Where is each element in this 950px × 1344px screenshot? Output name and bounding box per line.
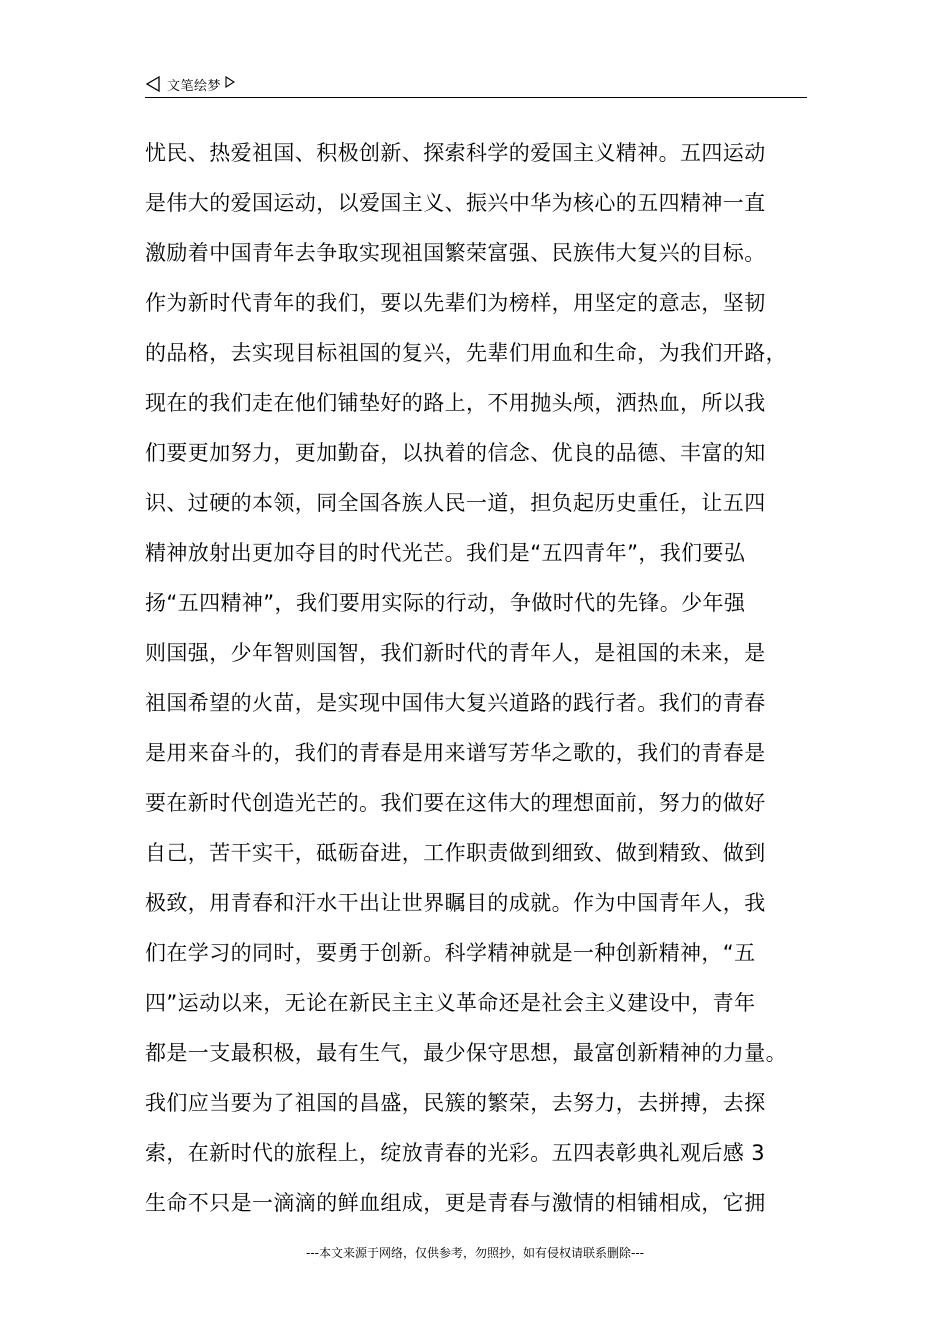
body-line: 精神放射出更加夺目的时代光芒。我们是“五四青年”，我们要弘 — [145, 541, 746, 565]
body-line: 是用来奋斗的，我们的青春是用来谱写芳华之歌的，我们的青春是 — [145, 741, 766, 765]
body-line: 现在的我们走在他们铺垫好的路上，不用抛头颅，洒热血，所以我 — [145, 391, 766, 415]
header-logo-text: 文笔绘梦 — [167, 78, 222, 94]
document-body — [145, 128, 810, 1228]
body-line: 祖国希望的火苗，是实现中国伟大复兴道路的践行者。我们的青春 — [145, 691, 766, 715]
body-line: 扬“五四精神”，我们要用实际的行动，争做时代的先锋。少年强 — [145, 591, 746, 615]
body-line: 极致，用青春和汗水干出让世界瞩目的成就。作为中国青年人，我 — [145, 891, 766, 915]
body-line: 识、过硬的本领，同全国各族人民一道，担负起历史重任，让五四 — [145, 491, 766, 515]
body-line: 都是一支最积极，最有生气，最少保守思想，最富创新精神的力量。 — [145, 1041, 787, 1065]
body-line: 则国强，少年智则国智，我们新时代的青年人，是祖国的未来，是 — [145, 641, 766, 665]
body-line: 我们应当要为了祖国的昌盛，民簇的繁荣，去努力，去拼搏，去探 — [145, 1091, 766, 1115]
header-logo — [145, 72, 805, 96]
body-line: 四”运动以来，无论在新民主主义革命还是社会主义建设中，青年 — [145, 991, 756, 1015]
body-line: 是伟大的爱国运动，以爱国主义、振兴中华为核心的五四精神一直 — [145, 191, 766, 215]
triangle-left-icon — [145, 76, 161, 92]
body-line: 激励着中国青年去争取实现祖国繁荣富强、民族伟大复兴的目标。 — [145, 241, 766, 265]
body-line: 们要更加努力，更加勤奋，以执着的信念、优良的品德、丰富的知 — [145, 441, 766, 465]
body-line: 忧民、热爱祖国、积极创新、探索科学的爱国主义精神。五四运动 — [145, 141, 766, 165]
header-divider — [145, 97, 807, 98]
footer-notice: ---本文来源于网络，仅供参考，勿照抄，如有侵权请联系删除--- — [306, 1246, 644, 1260]
body-line: 要在新时代创造光芒的。我们要在这伟大的理想面前，努力的做好 — [145, 791, 766, 815]
body-line: 索，在新时代的旅程上，绽放青春的光彩。五四表彰典礼观后感 3 — [145, 1141, 766, 1165]
body-line: 作为新时代青年的我们，要以先辈们为榜样，用坚定的意志，坚韧 — [145, 291, 766, 315]
page-header — [145, 72, 805, 98]
triangle-right-icon — [225, 76, 235, 88]
body-line: 生命不只是一滴滴的鲜血组成，更是青春与激情的相铺相成，它拥 — [145, 1191, 766, 1215]
body-line: 的品格，去实现目标祖国的复兴，先辈们用血和生命，为我们开路， — [145, 341, 787, 365]
body-line: 自己，苦干实干，砥砺奋进，工作职责做到细致、做到精致、做到 — [145, 841, 766, 865]
body-line: 们在学习的同时，要勇于创新。科学精神就是一种创新精神，“五 — [145, 941, 756, 965]
